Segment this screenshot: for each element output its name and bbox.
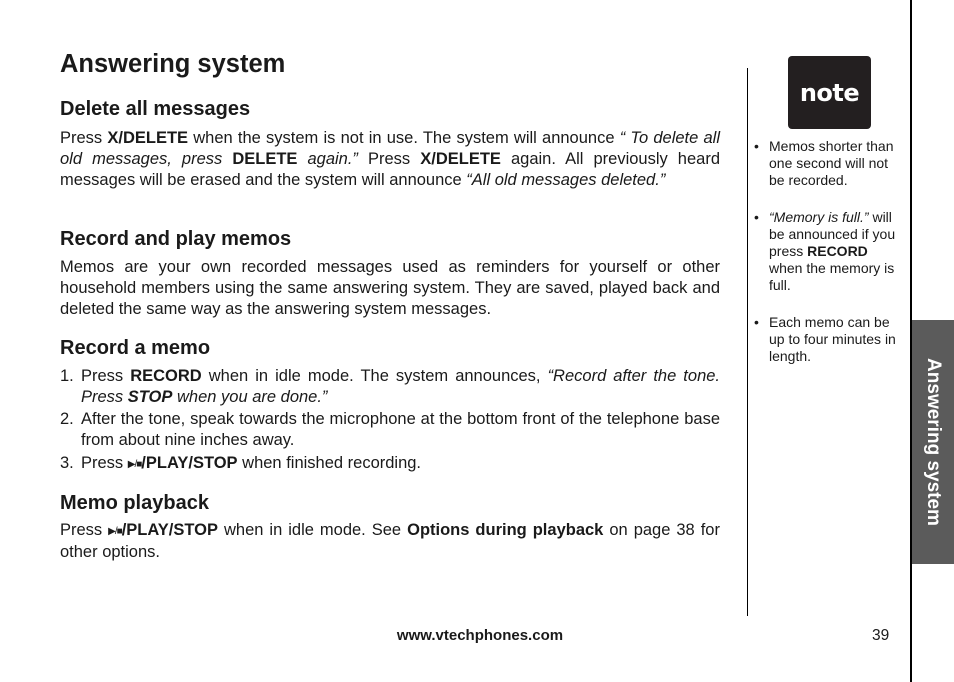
step-3: 3. Press ▶/■/PLAY/STOP when finished recording. (60, 453, 720, 475)
note-item: • Each memo can be up to four minutes in length. (754, 314, 896, 364)
record-play-paragraph: Memos are your own recorded messages used as reminders for yourself or other household members using the same answering system. They are saved, played back and deleted the same way as the answering system messages. (60, 258, 720, 318)
key-record: RECORD (807, 243, 868, 259)
play-stop-icon: ▶/■ (108, 526, 122, 537)
options-during-playback-ref: Options during playback (407, 521, 604, 539)
key-record: RECORD (130, 367, 202, 385)
page-title: Answering system (60, 50, 286, 78)
key-delete: DELETE (232, 150, 298, 168)
delete-paragraph: Press X/DELETE when the system is not in use. The system will announce “ To delete all old messages, press DELETE again.” Press X/DELETE again. All previously heard messages will be erased and the system will announce “All old messages deleted.” (60, 129, 721, 189)
page-number: 39 (872, 627, 890, 644)
heading-record-and-play-memos: Record and play memos (60, 228, 292, 250)
side-tab-label: Answering system (923, 358, 944, 526)
key-stop: STOP (127, 388, 173, 406)
playback-paragraph: Press ▶/■/PLAY/STOP when in idle mode. See Options during playback on page 38 for other options. (60, 521, 720, 561)
key-x-delete: X/DELETE (107, 129, 189, 147)
note-item: • “Memory is full.” will be announced if you press RECORD when the memory is full. (754, 209, 896, 293)
step-1: 1. Press RECORD when in idle mode. The system announces, “Record after the tone. Press STOP when you are done.” (60, 367, 721, 406)
note-badge: note (788, 56, 871, 129)
footer-url: www.vtechphones.com (396, 627, 564, 644)
note-item: • Memos shorter than one second will not be recorded. (754, 138, 894, 188)
key-play-stop-2: /PLAY/STOP (121, 521, 218, 539)
step-2: 2. After the tone, speak towards the microphone at the bottom front of the telephone base from about nine inches away. (60, 410, 720, 449)
heading-memo-playback: Memo playback (60, 492, 209, 514)
key-x-delete-2: X/DELETE (420, 150, 501, 168)
heading-record-a-memo: Record a memo (60, 337, 211, 359)
key-play-stop: /PLAY/STOP (141, 454, 238, 472)
side-tab (912, 320, 954, 564)
column-divider (747, 68, 748, 616)
heading-delete-all-messages: Delete all messages (60, 98, 251, 120)
play-stop-icon: ▶/■ (127, 459, 142, 470)
